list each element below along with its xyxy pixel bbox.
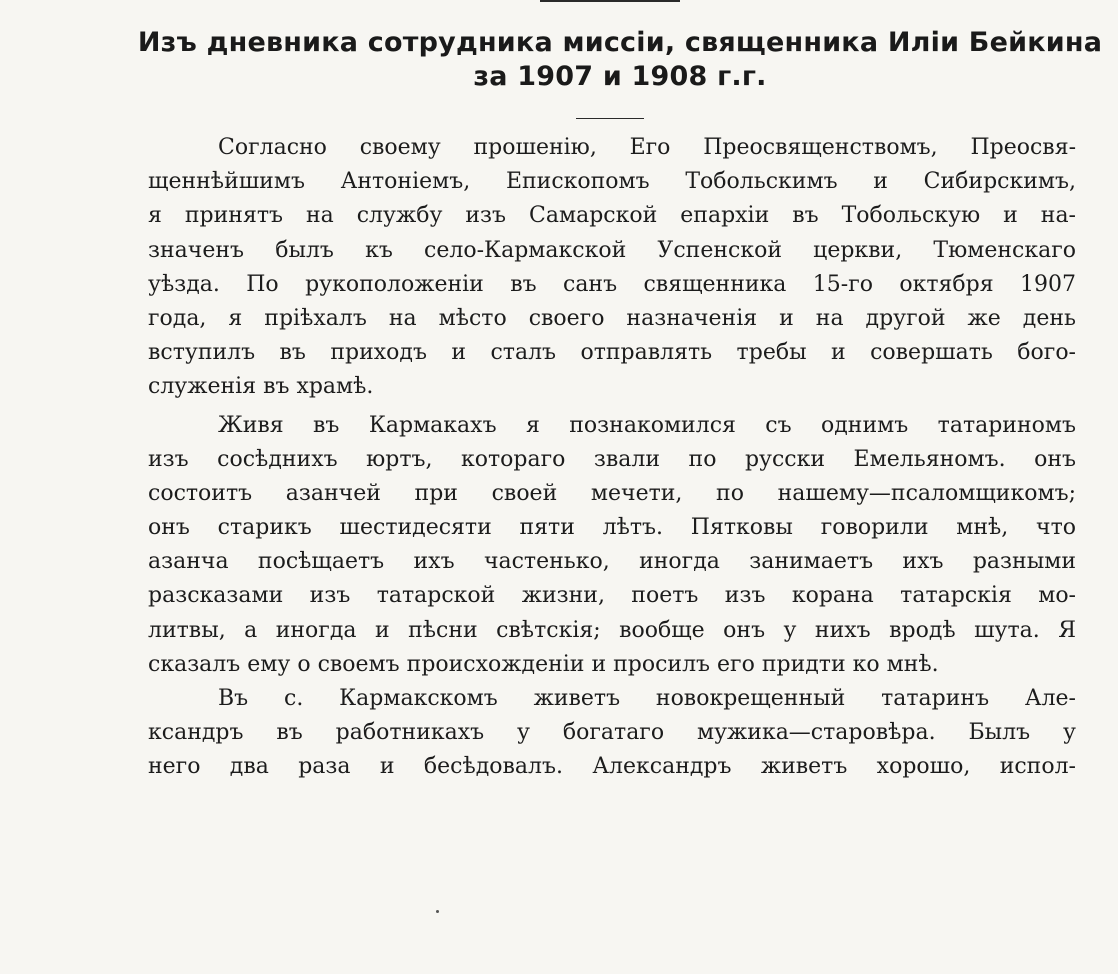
title-divider-rule <box>576 118 644 119</box>
text-line: онъ старикъ шестидесяти пяти лѣтъ. Пятковы говорили мнѣ, что <box>148 515 1076 541</box>
paragraph-3 <box>148 682 1076 785</box>
text-line: разсказами изъ татарской жизни, поетъ изъ корана татарскія мо- <box>148 583 1076 609</box>
text-line: уѣзда. По рукоположеніи въ санъ священника 15-го октября 1907 <box>148 271 1076 297</box>
paragraph-2 <box>148 409 1076 683</box>
text-line: года, я пріѣхалъ на мѣсто своего назначенія и на другой же день <box>148 305 1076 331</box>
article-body <box>148 131 1076 785</box>
text-line: азанча посѣщаетъ ихъ частенько, иногда занимаетъ ихъ разными <box>148 549 1076 575</box>
text-line: состоитъ азанчей при своей мечети, по нашему—псаломщикомъ; <box>148 480 1076 506</box>
title-line-2: за 1907 и 1908 г.г. <box>473 61 767 92</box>
text-line: сказалъ ему о своемъ происхожденіи и просилъ его придти ко мнѣ. <box>148 651 939 677</box>
text-line: изъ сосѣднихъ юртъ, котораго звали по русски Емельяномъ. онъ <box>148 446 1076 472</box>
print-speck <box>436 910 439 913</box>
text-line: ксандръ въ работникахъ у богатаго мужика—старовѣра. Былъ у <box>148 720 1076 746</box>
top-divider-rule <box>540 0 680 2</box>
text-line: него два раза и бесѣдовалъ. Александръ живетъ хорошо, испол- <box>148 754 1076 780</box>
text-line: Согласно своему прошенію, Его Преосвященствомъ, Преосвя- <box>218 135 1076 160</box>
text-line: я принятъ на службу изъ Самарской епархіи въ Тобольскую и на- <box>148 203 1076 229</box>
text-line: щеннѣйшимъ Антоніемъ, Епископомъ Тобольскимъ и Сибирскимъ, <box>148 169 1076 195</box>
text-line: Въ с. Кармакскомъ живетъ новокрещенный татаринъ Але- <box>218 686 1076 711</box>
text-line: значенъ былъ къ село-Кармакской Успенской церкви, Тюменскаго <box>148 237 1076 263</box>
title-line-1: Изъ дневника сотрудника миссіи, священника Иліи Бейкина <box>137 27 1103 58</box>
text-line: служенія въ храмѣ. <box>148 374 374 400</box>
text-line: Живя въ Кармакахъ я познакомился съ однимъ татариномъ <box>218 412 1076 438</box>
text-line: литвы, а иногда и пѣсни свѣтскія; вообще онъ у нихъ вродѣ шута. Я <box>148 617 1076 643</box>
article-title <box>120 26 1118 94</box>
text-line: вступилъ въ приходъ и сталъ отправлять требы и совершать бого- <box>148 340 1076 366</box>
paragraph-1 <box>148 131 1076 405</box>
